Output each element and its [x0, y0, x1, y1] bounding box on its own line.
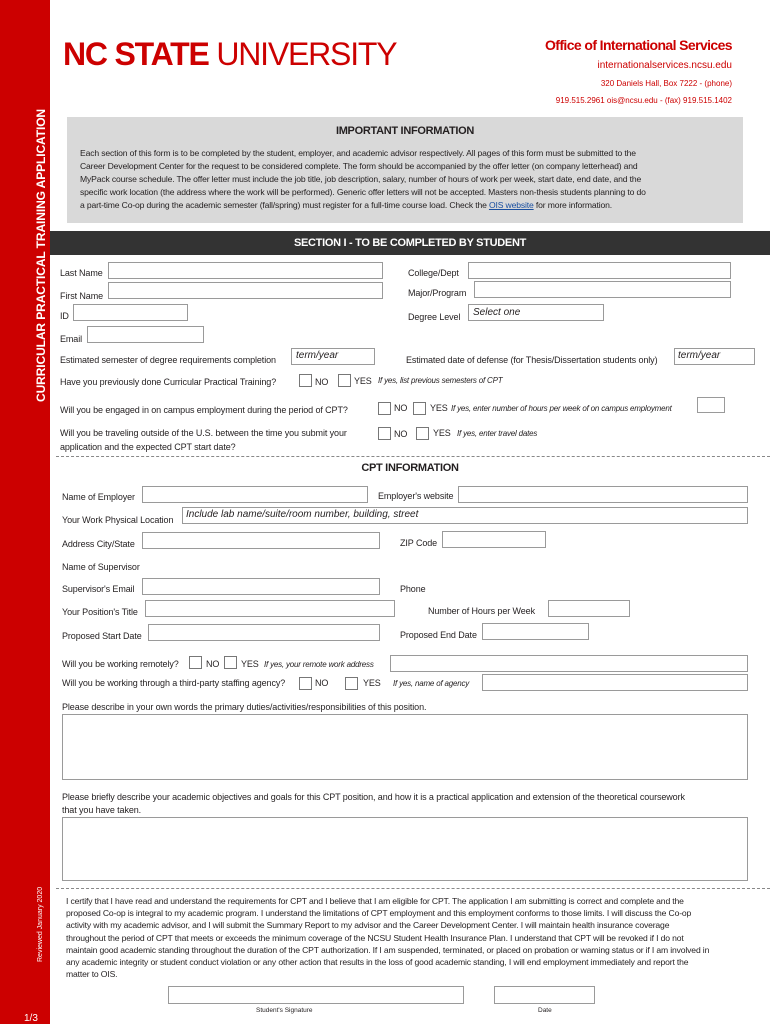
email-label: Email	[60, 334, 83, 344]
duties-question: Please describe in your own words the primary duties/activities/responsibilities of this position.	[62, 702, 427, 712]
id-label: ID	[60, 311, 69, 321]
employer-website-label: Employer's website	[378, 491, 454, 501]
est-semester-label: Estimated semester of degree requirements completion	[60, 355, 276, 365]
supervisor-label: Name of Supervisor	[62, 562, 140, 572]
on-campus-question: Will you be engaged in on campus employment during the period of CPT?	[60, 405, 348, 415]
goals-question-line-2: that you have taken.	[62, 805, 142, 815]
staffing-no-checkbox[interactable]	[299, 677, 312, 690]
travel-note: If yes, enter travel dates	[457, 429, 538, 438]
duties-textarea[interactable]	[62, 714, 748, 780]
end-date-label: Proposed End Date	[400, 630, 477, 640]
last-name-label: Last Name	[60, 268, 103, 278]
hours-per-week-field[interactable]	[548, 600, 630, 617]
sidebar-band	[0, 0, 50, 1024]
prev-cpt-note: If yes, list previous semesters of CPT	[378, 376, 503, 385]
page-number: 1/3	[24, 1013, 38, 1024]
first-name-label: First Name	[60, 291, 104, 301]
university-logo: NC STATE UNIVERSITY	[63, 36, 397, 72]
remote-yes-checkbox[interactable]	[224, 656, 237, 669]
form-title-vertical: CURRICULAR PRACTICAL TRAINING APPLICATION	[34, 109, 48, 402]
work-location-label: Your Work Physical Location	[62, 515, 174, 525]
end-date-field[interactable]	[482, 623, 589, 640]
signature-label: Student's Signature	[256, 1007, 313, 1014]
remote-note: If yes, your remote work address	[264, 660, 374, 669]
city-state-label: Address City/State	[62, 539, 135, 549]
certification-text: I certify that I have read and understand the requirements for CPT and I believe that I am eligible for CPT. The application I am submitting is correct and complete and the proposed Co-op is integral to my academic program. I understand the limitations of CPT employment and this employment conforms to those limits. I will discuss the Co-op activity with my academic advisor, and I will submit the Summary Report to my advisor and the Career Development Center. I will maintain health insurance coverage throughout the period of CPT that meets or exceeds the minimum coverage of the NCSU Student Health Insurance Plan. I understand that CPT will be revoked if I do not maintain good academic standing throughout the duration of the CPT authorization. If I am suspended, terminated, or placed on probation or warning status or if I am involved in any academic integrity or student conduct violation or any other action that results in the loss of good academic standing, I will end employment immediately and report the matter to OIS.	[66, 896, 710, 980]
date-field[interactable]	[494, 986, 595, 1004]
major-field[interactable]	[474, 281, 731, 298]
city-state-field[interactable]	[142, 532, 380, 549]
important-info-box	[67, 117, 743, 223]
employer-field[interactable]	[142, 486, 368, 503]
remote-no-checkbox[interactable]	[189, 656, 202, 669]
prev-cpt-question: Have you previously done Curricular Practical Training?	[60, 377, 277, 387]
on-campus-note: If yes, enter number of hours per week of on campus employment	[451, 404, 672, 413]
travel-no-checkbox[interactable]	[378, 427, 391, 440]
staffing-no-label: NO	[315, 678, 329, 688]
staffing-question: Will you be working through a third-party staffing agency?	[62, 678, 286, 688]
est-defense-label: Estimated date of defense (for Thesis/Dissertation students only)	[406, 355, 658, 365]
travel-no-label: NO	[394, 429, 408, 439]
on-campus-yes-checkbox[interactable]	[413, 402, 426, 415]
date-label: Date	[538, 1007, 552, 1014]
position-title-label: Your Position's Title	[62, 607, 138, 617]
zip-label: ZIP Code	[400, 538, 438, 548]
section-divider	[56, 456, 770, 457]
phone-label: Phone	[400, 584, 426, 594]
work-location-hint: Include lab name/suite/room number, building, street	[186, 509, 419, 520]
cpt-info-heading: CPT INFORMATION	[361, 462, 459, 474]
est-defense-value: term/year	[678, 350, 721, 361]
certification-divider	[56, 888, 770, 889]
remote-yes-label: YES	[241, 659, 259, 669]
ois-website-link[interactable]: OIS website	[488, 200, 534, 210]
est-semester-value: term/year	[296, 350, 339, 361]
on-campus-hours-field[interactable]	[697, 397, 725, 413]
section-1-heading: SECTION I - TO BE COMPLETED BY STUDENT	[50, 231, 770, 255]
zip-field[interactable]	[442, 531, 546, 548]
start-date-label: Proposed Start Date	[62, 631, 142, 641]
email-field[interactable]	[87, 326, 204, 343]
on-campus-no-label: NO	[394, 403, 408, 413]
goals-textarea[interactable]	[62, 817, 748, 881]
major-label: Major/Program	[408, 288, 467, 298]
first-name-field[interactable]	[108, 282, 383, 299]
remote-no-label: NO	[206, 659, 220, 669]
degree-level-value: Select one	[473, 307, 521, 318]
travel-question-line-2: application and the expected CPT start date?	[60, 442, 236, 452]
staffing-yes-label: YES	[363, 678, 381, 688]
revision-date: Reviewed January 2020	[37, 886, 44, 962]
agency-name-field[interactable]	[482, 674, 748, 691]
college-label: College/Dept	[408, 268, 459, 278]
degree-level-label: Degree Level	[408, 312, 461, 322]
travel-yes-label: YES	[433, 428, 451, 438]
office-address: 320 Daniels Hall, Box 7222 - (phone)	[600, 79, 732, 88]
position-title-field[interactable]	[145, 600, 395, 617]
important-info-text: Each section of this form is to be completed by the student, employer, and academic advisor respectively. All pages of this form must be submitted to the Career Development Center for the request to be considered complete. The form should be accompanied by the offer letter (on company letterhead) and MyPack course schedule. The offer letter must include the job title, job description, salary, number of hours of work per week, start date, end date, and the specific work location (the address where the work will be performed). Generic offer letters will not be accepted. Masters non-thesis students planning to do a part-time Co-op during the academic semester (fall/spring) must register for a full-time course load. Check the OIS website for more information.	[80, 148, 646, 210]
employer-label: Name of Employer	[62, 492, 135, 502]
travel-question-line-1: Will you be traveling outside of the U.S. between the time you submit your	[60, 428, 347, 438]
supervisor-email-label: Supervisor's Email	[62, 584, 135, 594]
goals-question-line-1: Please briefly describe your academic objectives and goals for this CPT position, and how it is a practical application and extension of the theoretical coursework	[62, 792, 685, 802]
supervisor-email-field[interactable]	[142, 578, 380, 595]
prev-cpt-no-label: NO	[315, 377, 329, 387]
staffing-note: If yes, name of agency	[393, 679, 470, 688]
remote-address-field[interactable]	[390, 655, 748, 672]
office-website[interactable]: internationalservices.ncsu.edu	[597, 60, 732, 71]
hours-per-week-label: Number of Hours per Week	[428, 606, 535, 616]
on-campus-no-checkbox[interactable]	[378, 402, 391, 415]
prev-cpt-yes-checkbox[interactable]	[338, 374, 351, 387]
prev-cpt-no-checkbox[interactable]	[299, 374, 312, 387]
employer-website-field[interactable]	[458, 486, 748, 503]
start-date-field[interactable]	[148, 624, 380, 641]
prev-cpt-yes-label: YES	[354, 376, 372, 386]
office-contact: 919.515.2961 ois@ncsu.edu - (fax) 919.515.1402	[555, 96, 732, 105]
signature-field[interactable]	[168, 986, 464, 1004]
id-field[interactable]	[73, 304, 188, 321]
office-title: Office of International Services	[545, 37, 732, 53]
travel-yes-checkbox[interactable]	[416, 427, 429, 440]
college-field[interactable]	[468, 262, 731, 279]
important-info-heading: IMPORTANT INFORMATION	[335, 125, 475, 137]
staffing-yes-checkbox[interactable]	[345, 677, 358, 690]
on-campus-yes-label: YES	[430, 403, 448, 413]
remote-question: Will you be working remotely?	[62, 659, 179, 669]
last-name-field[interactable]	[108, 262, 383, 279]
